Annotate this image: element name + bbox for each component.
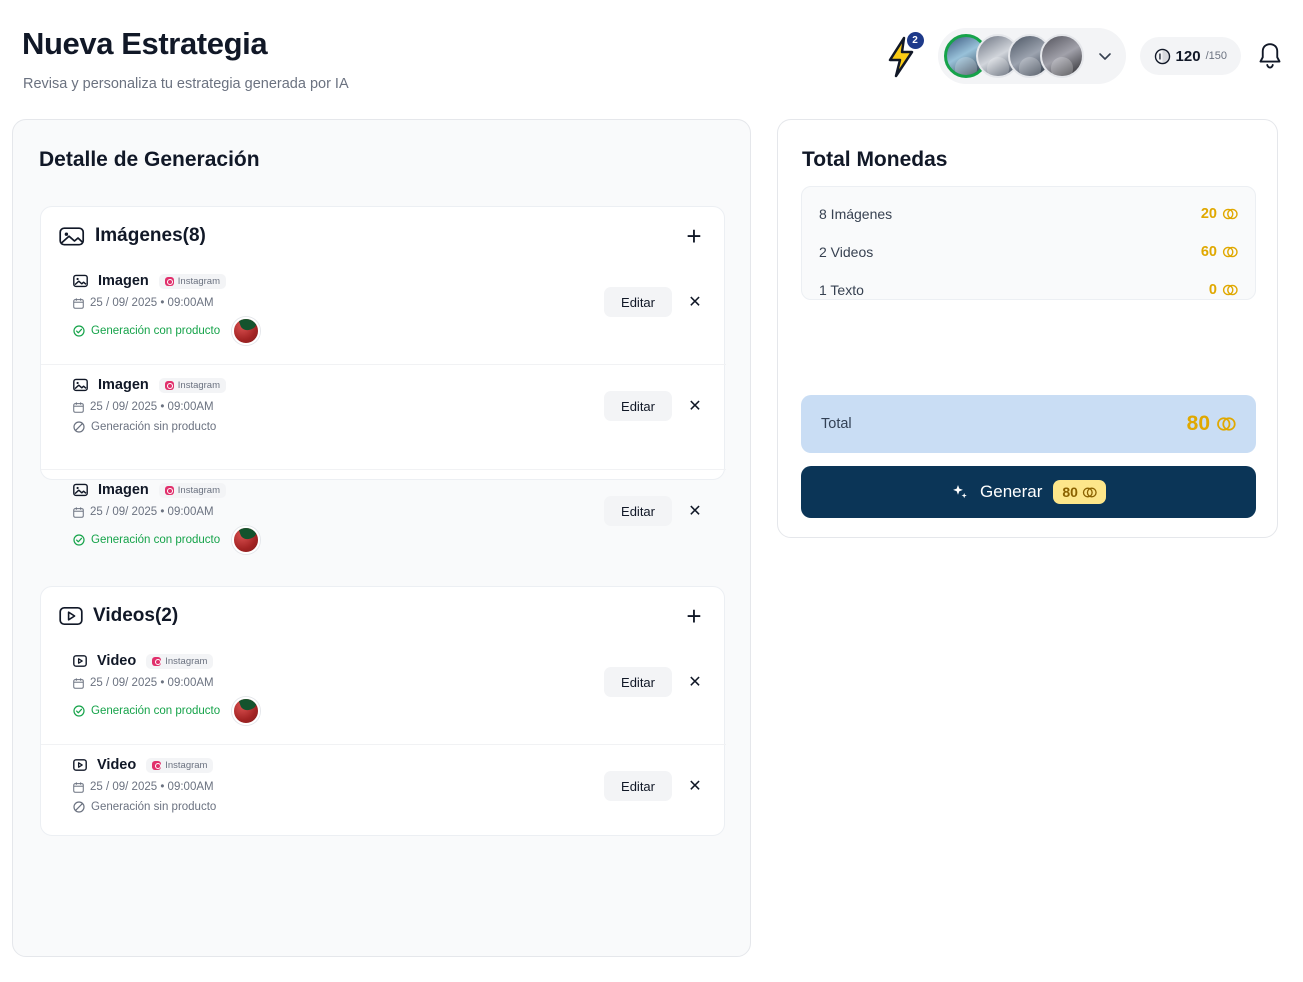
item-status-row	[73, 421, 708, 433]
instagram-icon	[165, 381, 174, 390]
breakdown-row	[819, 271, 1238, 309]
product-thumbnail[interactable]	[232, 697, 260, 725]
item-status: Generación sin producto	[91, 421, 217, 433]
edit-button[interactable]: Editar	[604, 771, 672, 801]
breakdown-label: 8 Imágenes	[819, 206, 893, 222]
product-thumbnail[interactable]	[232, 317, 260, 345]
item-label: Imagen	[98, 482, 149, 498]
coins-balance[interactable]	[1140, 37, 1241, 75]
images-card-header	[59, 225, 206, 247]
total-value: 80	[1186, 412, 1210, 435]
total-value-wrap	[1187, 412, 1236, 436]
images-icon	[59, 225, 85, 247]
coins-icon	[1222, 244, 1238, 260]
delete-button[interactable]: ✕	[681, 667, 709, 697]
platform-badge	[159, 378, 226, 393]
generate-cost: 80	[1062, 484, 1078, 500]
check-circle-icon	[73, 325, 85, 337]
edit-button[interactable]: Editar	[604, 667, 672, 697]
generate-label: Generar	[980, 482, 1043, 501]
list-item	[41, 744, 726, 847]
total-coins-panel	[777, 119, 1278, 538]
breakdown-label: 1 Texto	[819, 282, 864, 298]
check-circle-icon	[73, 705, 85, 717]
instagram-icon	[152, 761, 161, 770]
add-image-button[interactable]: +	[686, 221, 702, 251]
list-item	[41, 641, 726, 744]
page-subtitle: Revisa y personaliza tu estrategia generada por IA	[23, 76, 349, 92]
breakdown-value-wrap	[1201, 244, 1238, 260]
delete-button[interactable]: ✕	[681, 496, 709, 526]
coins-icon	[1216, 414, 1236, 434]
list-item	[41, 261, 726, 364]
item-status-row	[73, 801, 708, 813]
sparkle-icon	[951, 483, 969, 501]
item-status: Generación con producto	[91, 705, 221, 717]
total-label: Total	[821, 416, 852, 432]
item-status: Generación sin producto	[91, 801, 217, 813]
platform-badge	[146, 654, 213, 669]
item-status: Generación con producto	[91, 534, 221, 546]
breakdown-label: 2 Videos	[819, 244, 874, 260]
no-product-icon	[73, 801, 85, 813]
platform-label: Instagram	[165, 759, 208, 771]
item-date: 25 / 09/ 2025 • 09:00AM	[90, 781, 214, 793]
coins-icon	[1222, 206, 1238, 222]
breakdown-value-wrap	[1201, 206, 1238, 222]
coins-icon	[1082, 485, 1097, 500]
check-circle-icon	[73, 534, 85, 546]
item-date: 25 / 09/ 2025 • 09:00AM	[90, 297, 214, 309]
calendar-icon	[73, 678, 84, 689]
coin-icon	[1154, 48, 1171, 65]
video-item-icon	[73, 654, 87, 668]
breakdown-row	[819, 233, 1238, 271]
bolt-badge: 2	[907, 32, 924, 49]
team-avatars[interactable]	[938, 28, 1126, 84]
platform-badge	[159, 483, 226, 498]
generation-detail-title: Detalle de Generación	[39, 148, 260, 171]
platform-label: Instagram	[177, 379, 221, 391]
instagram-icon	[152, 657, 161, 666]
coins-value: 120	[1175, 47, 1201, 65]
videos-card-title: Videos(2)	[93, 605, 179, 626]
total-row	[801, 395, 1256, 453]
breakdown-value: 60	[1200, 244, 1217, 260]
instagram-icon	[165, 277, 174, 286]
add-video-button[interactable]: +	[686, 601, 702, 631]
platform-badge	[146, 758, 213, 773]
item-status: Generación con producto	[91, 325, 221, 337]
item-status-row	[73, 317, 708, 345]
generate-cost-chip	[1053, 480, 1106, 504]
breakdown-value: 0	[1208, 282, 1217, 298]
product-thumbnail[interactable]	[232, 526, 260, 554]
item-label: Imagen	[98, 273, 149, 289]
breakdown-row	[819, 195, 1238, 233]
page-title: Nueva Estrategia	[22, 26, 268, 61]
avatar-stack	[944, 34, 1084, 78]
videos-card	[40, 586, 725, 836]
coins-icon	[1222, 282, 1238, 298]
item-label: Video	[97, 757, 137, 773]
generation-detail-panel	[12, 119, 751, 957]
item-label: Imagen	[98, 377, 149, 393]
breakdown-value: 20	[1200, 206, 1217, 222]
list-item	[41, 469, 726, 572]
header	[0, 0, 1303, 112]
delete-button[interactable]: ✕	[681, 771, 709, 801]
calendar-icon	[73, 507, 84, 518]
image-icon	[73, 378, 88, 392]
no-product-icon	[73, 421, 85, 433]
images-card-title: Imágenes(8)	[95, 225, 206, 246]
item-date: 25 / 09/ 2025 • 09:00AM	[90, 506, 214, 518]
avatar[interactable]	[1040, 34, 1084, 78]
videos-card-header	[59, 605, 178, 627]
platform-label: Instagram	[165, 655, 208, 667]
header-actions	[880, 28, 1285, 84]
delete-button[interactable]: ✕	[681, 287, 709, 317]
instagram-icon	[165, 486, 174, 495]
edit-button[interactable]: Editar	[604, 496, 672, 526]
item-date: 25 / 09/ 2025 • 09:00AM	[90, 401, 214, 413]
item-status-row	[73, 697, 708, 725]
chevron-down-icon[interactable]	[1094, 45, 1116, 67]
coins-max: /150	[1205, 50, 1227, 62]
calendar-icon	[73, 298, 84, 309]
video-item-icon	[73, 758, 87, 772]
calendar-icon	[73, 782, 84, 793]
coins-breakdown	[801, 186, 1256, 300]
item-status-row	[73, 526, 708, 554]
bolt-button[interactable]	[880, 32, 924, 80]
calendar-icon	[73, 402, 84, 413]
platform-label: Instagram	[177, 275, 221, 287]
edit-button[interactable]: Editar	[604, 391, 672, 421]
generate-button[interactable]	[801, 466, 1256, 518]
image-icon	[73, 274, 88, 288]
edit-button[interactable]: Editar	[604, 287, 672, 317]
breakdown-value-wrap	[1209, 282, 1238, 298]
bell-icon[interactable]	[1255, 39, 1285, 73]
platform-label: Instagram	[177, 484, 221, 496]
platform-badge	[159, 274, 226, 289]
images-card	[40, 206, 725, 546]
video-icon	[59, 605, 83, 627]
image-icon	[73, 483, 88, 497]
list-item	[41, 364, 726, 467]
item-date: 25 / 09/ 2025 • 09:00AM	[90, 677, 214, 689]
total-coins-title: Total Monedas	[802, 148, 948, 171]
item-label: Video	[97, 653, 137, 669]
delete-button[interactable]: ✕	[681, 391, 709, 421]
